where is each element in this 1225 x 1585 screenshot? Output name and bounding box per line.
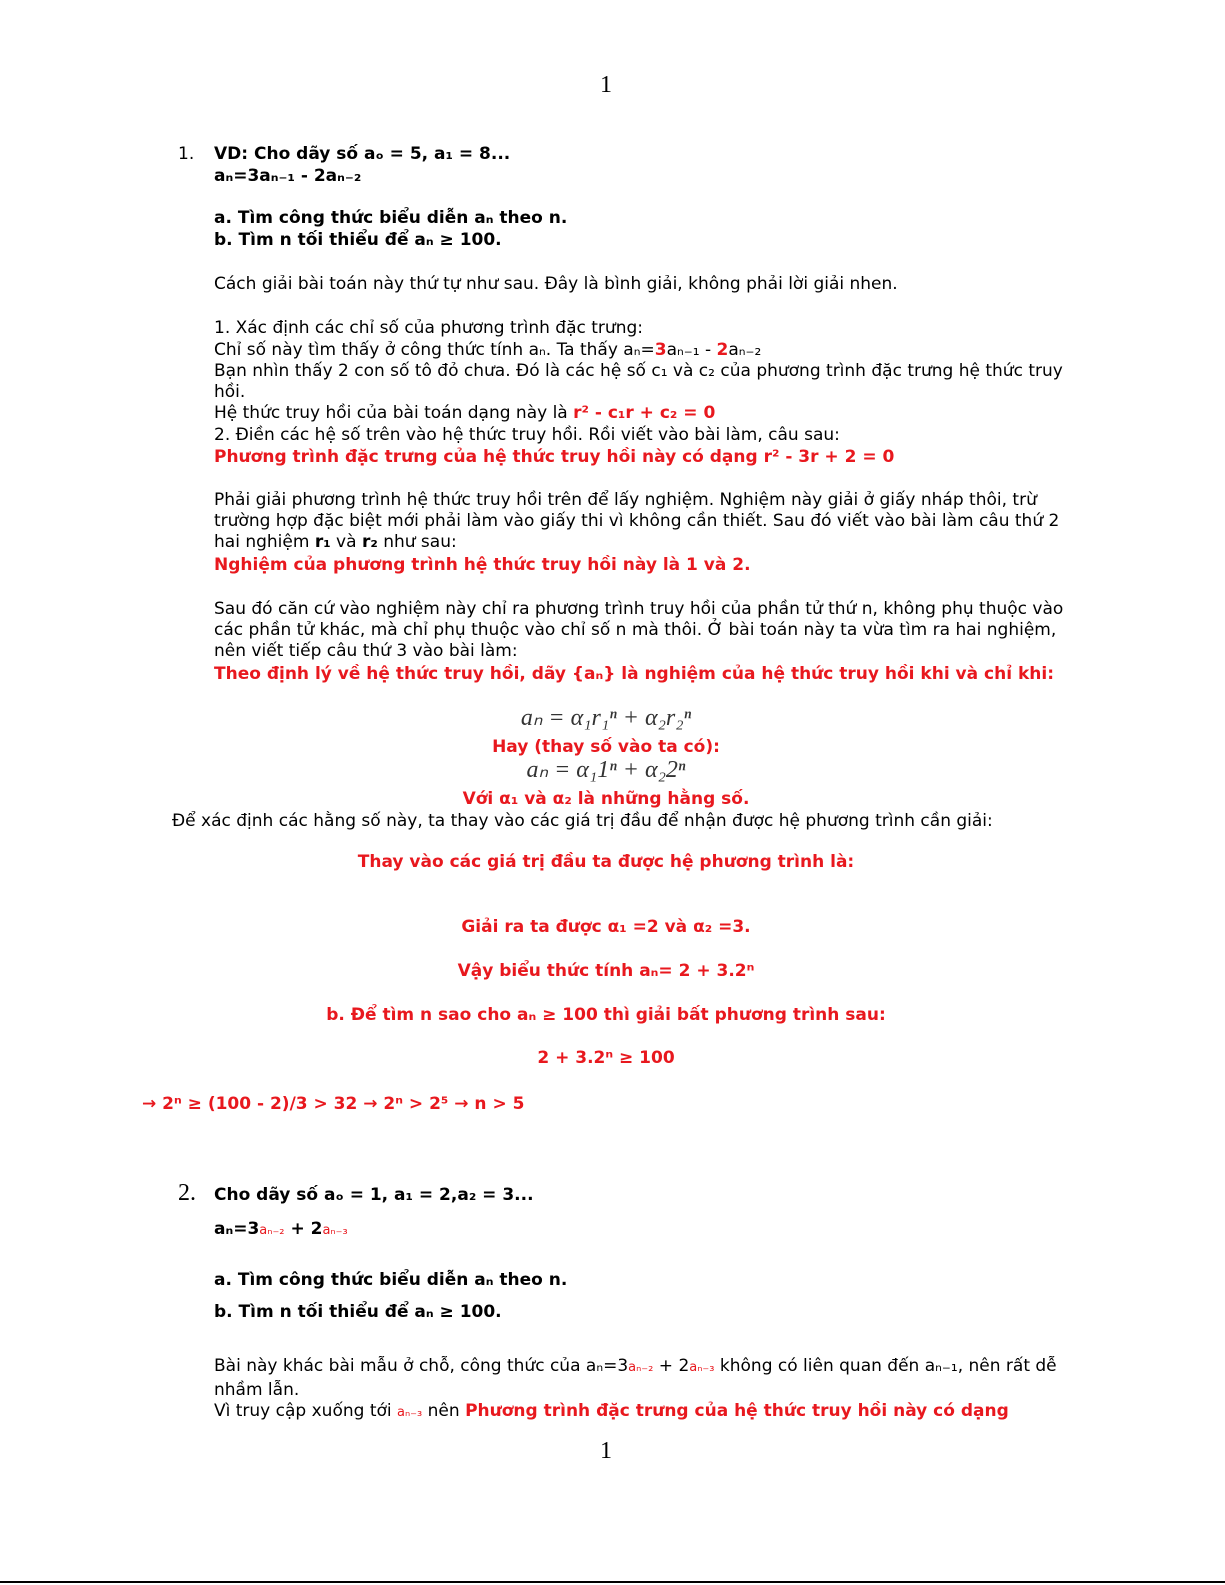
problem-1-task-a: a. Tìm công thức biểu diễn aₙ theo n. [214, 208, 568, 228]
step-1-text-c: aₙ₋₂ [728, 340, 762, 360]
step-1-text-a: Chỉ số này tìm thấy ở công thức tính aₙ. Ta thấy aₙ= [214, 340, 655, 360]
access-red-text: Phương trình đặc trưng của hệ thức truy hồi này có dạng [465, 1401, 1009, 1421]
diff-text-b: aₙ₋₂ [628, 1360, 654, 1375]
roots-statement: Nghiệm của phương trình hệ thức truy hồi này là 1 và 2. [214, 555, 751, 575]
part-b-heading: b. Để tìm n sao cho aₙ ≥ 100 thì giải bất phương trình sau: [326, 1005, 886, 1025]
access-text-c: nên [422, 1401, 466, 1421]
solve-text-a: Phải giải phương trình hệ thức truy hồi trên để lấy nghiệm. Nghiệm này giải ở giấy nháp thôi, trừ trường hợp đặc biệt mới phải làm vào giấy thi vì không cần thiết. Sau đó viết vào bài làm câu thứ 2 hai nghiệm [214, 490, 1060, 552]
characteristic-equation: Phương trình đặc trưng của hệ thức truy hồi này có dạng r² - 3r + 2 = 0 [214, 447, 895, 467]
problem-1-recurrence: aₙ=3aₙ₋₁ - 2aₙ₋₂ [214, 166, 362, 186]
step-2-heading: 2. Điền các hệ số trên vào hệ thức truy hồi. Rồi viết vào bài làm, câu sau: [214, 425, 840, 445]
access-line [214, 1401, 1084, 1423]
problem-2-recurrence [214, 1219, 1084, 1241]
closed-form-expression: Vậy biểu thức tính aₙ= 2 + 3.2ⁿ [457, 961, 755, 981]
problem-1-task-b: b. Tìm n tối thiểu để aₙ ≥ 100. [214, 230, 502, 250]
constants-note: Với α₁ và α₂ là những hằng số. [462, 789, 750, 809]
initial-values-heading: Thay vào các giá trị đầu ta được hệ phương trình là: [357, 852, 855, 872]
page-number-bottom: 1 [600, 1438, 612, 1464]
theorem-statement: Theo định lý về hệ thức truy hồi, dãy {aₙ} là nghiệm của hệ thức truy hồi khi và chỉ khi: [214, 664, 1054, 684]
problem-2-title: Cho dãy số aₒ = 1, a₁ = 2,a₂ = 3... [214, 1185, 534, 1205]
access-text-a: Vì truy cập xuống tới [214, 1401, 398, 1421]
diff-text-e: không có liên quan đến aₙ₋₁, nên rất dễ nhầm lẫn. [214, 1356, 1057, 1400]
step-1-text-b: aₙ₋₁ - [666, 340, 717, 360]
then-paragraph: Sau đó căn cứ vào nghiệm này chỉ ra phương trình truy hồi của phần tử thứ n, không phụ thuộc vào các phần tử khác, mà chỉ phụ thuộc vào chỉ số n mà thôi. Ở bài toán này ta vừa tìm ra hai nghiệm, nên viết tiếp câu thứ 3 vào bài làm: [214, 599, 1064, 661]
diff-text-a: Bài này khác bài mẫu ở chỗ, công thức của aₙ=3 [214, 1356, 629, 1376]
problem-1-number: 1. [178, 144, 195, 164]
intro-text: Cách giải bài toán này thứ tự như sau. Đây là bình giải, không phải lời giải nhen. [214, 274, 898, 294]
problem-2-number: 2. [178, 1180, 196, 1206]
rec-part-a: aₙ=3 [214, 1219, 260, 1239]
rec-part-d: aₙ₋₃ [322, 1223, 348, 1238]
diff-text-c: + 2 [653, 1356, 690, 1376]
substitute-note: Hay (thay số vào ta có): [492, 737, 720, 757]
page-number-top: 1 [600, 72, 612, 98]
access-text-b: aₙ₋₃ [397, 1405, 423, 1420]
inequality-chain: → 2ⁿ ≥ (100 - 2)/3 > 32 → 2ⁿ > 2⁵ → n > 5 [142, 1094, 525, 1114]
determine-constants-text: Để xác định các hằng số này, ta thay vào các giá trị đầu để nhận được hệ phương trình cần giải: [172, 811, 993, 831]
root-r1: r₁ [314, 532, 331, 552]
step-1-line-3: Bạn nhìn thấy 2 con số tô đỏ chưa. Đó là các hệ số c₁ và c₂ của phương trình đặc trưng hệ thức truy hồi. [214, 361, 1063, 402]
rec-part-c: + 2 [284, 1219, 323, 1239]
specific-solution-formula: aₙ = α₁1ⁿ + α₂2ⁿ [526, 757, 686, 783]
diff-text-d: aₙ₋₃ [689, 1360, 715, 1375]
inequality: 2 + 3.2ⁿ ≥ 100 [537, 1048, 675, 1068]
difference-paragraph [214, 1355, 1084, 1402]
root-r2: r₂ [361, 532, 378, 552]
step-1-line-2 [214, 340, 1084, 361]
problem-2-task-b: b. Tìm n tối thiểu để aₙ ≥ 100. [214, 1302, 502, 1322]
rec-part-b: aₙ₋₂ [259, 1223, 285, 1238]
coefficient-3: 3 [654, 340, 667, 360]
solve-text-b: như sau: [377, 532, 457, 552]
solve-paragraph [214, 490, 1084, 553]
step-1-line-4-text: Hệ thức truy hồi của bài toán dạng này là [214, 403, 574, 423]
step-1-heading: 1. Xác định các chỉ số của phương trình đặc trưng: [214, 318, 643, 338]
step-1-line-4 [214, 403, 1084, 424]
general-solution-formula: aₙ = α₁r₁ⁿ + α₂r₂ⁿ [520, 705, 692, 731]
characteristic-formula: r² - c₁r + c₂ = 0 [573, 403, 716, 423]
solve-text-and: và [330, 532, 362, 552]
page-bottom-rule [0, 1581, 1225, 1583]
problem-2-task-a: a. Tìm công thức biểu diễn aₙ theo n. [214, 1270, 568, 1290]
problem-1-title: VD: Cho dãy số aₒ = 5, a₁ = 8... [214, 144, 511, 164]
constants-result: Giải ra ta được α₁ =2 và α₂ =3. [461, 917, 751, 937]
coefficient-2: 2 [716, 340, 729, 360]
